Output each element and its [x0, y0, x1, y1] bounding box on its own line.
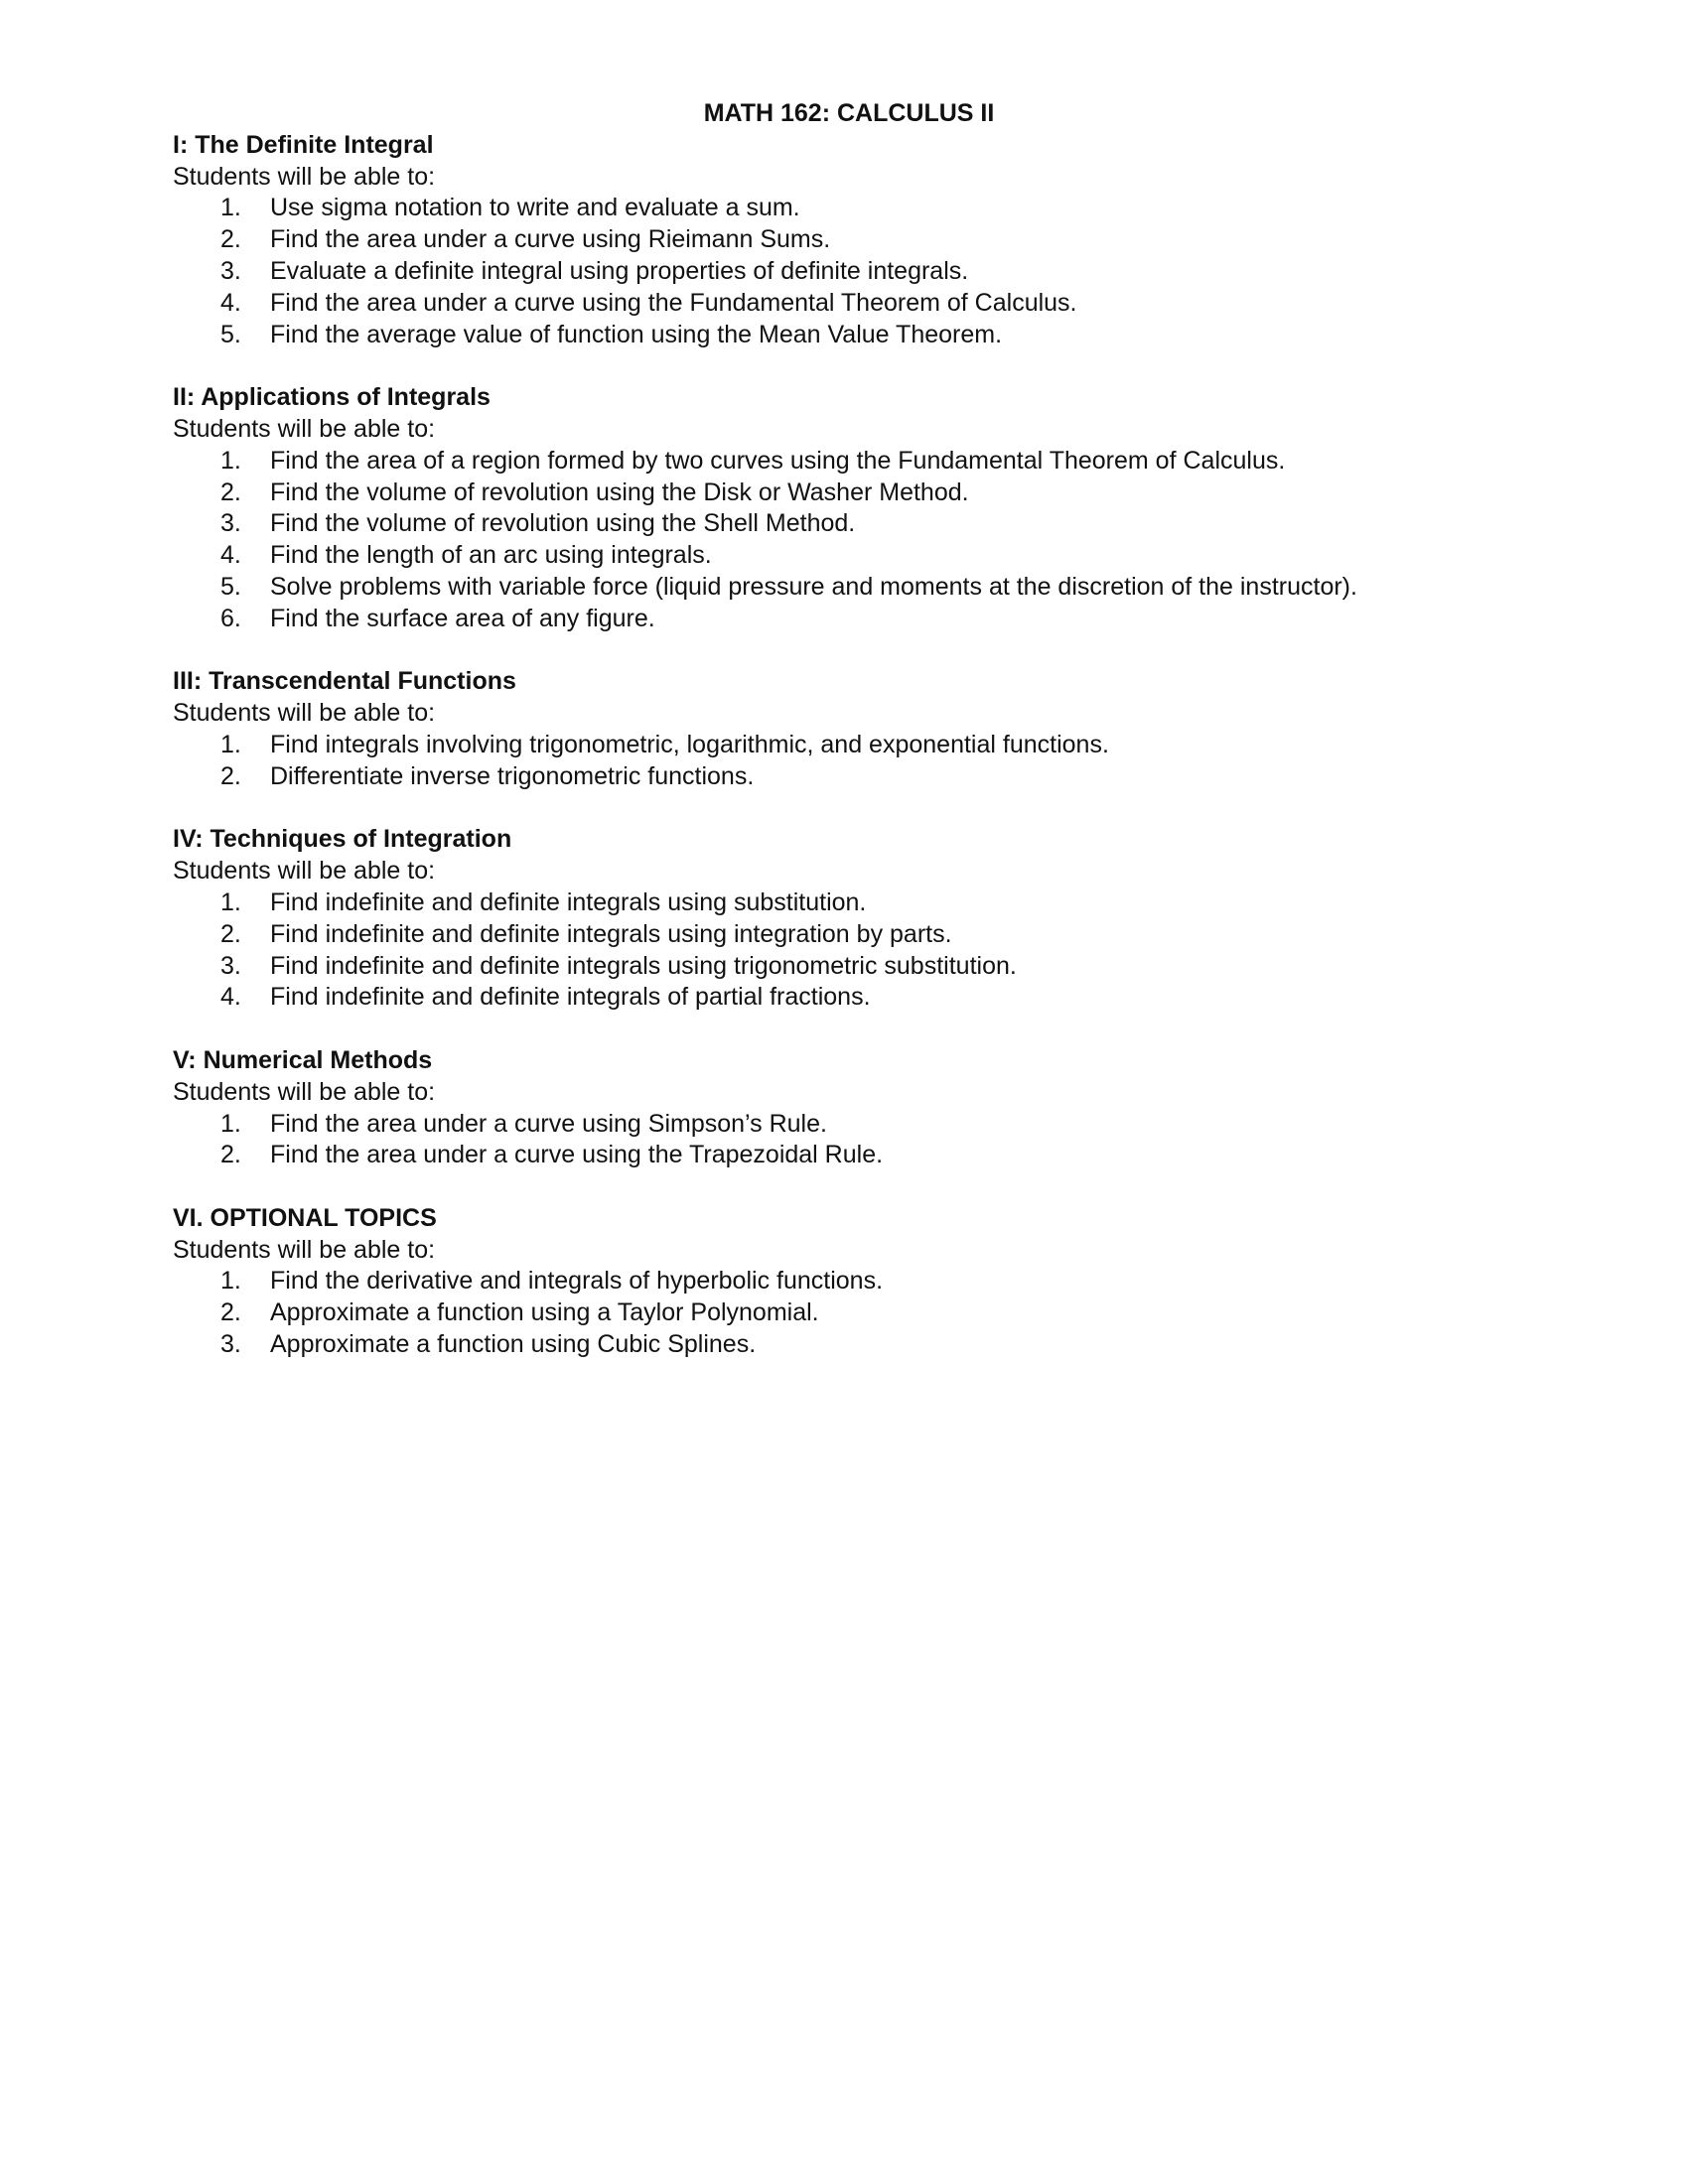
section-heading: V: Numerical Methods: [173, 1045, 433, 1074]
item-text: Find the length of an arc using integrals.: [270, 541, 712, 570]
item-text: Find indefinite and definite integrals using trigonometric substitution.: [270, 951, 1017, 980]
list-item: [173, 919, 1563, 951]
item-text: Use sigma notation to write and evaluate a sum.: [270, 194, 800, 222]
section-intro: Students will be able to:: [173, 1077, 436, 1106]
list-item: [173, 288, 1563, 320]
list-item: [173, 730, 1563, 761]
item-number: 1.: [220, 1267, 241, 1296]
list-item: [173, 193, 1563, 224]
item-text: Approximate a function using Cubic Splines.: [270, 1330, 757, 1359]
document-title: [0, 98, 1400, 130]
list-item: [173, 1329, 1563, 1361]
item-text: Find indefinite and definite integrals using substitution.: [270, 887, 867, 916]
item-number: 2.: [220, 1298, 241, 1327]
item-text: Find the average value of function using the Mean Value Theorem.: [270, 320, 1003, 348]
section-heading: VI. OPTIONAL TOPICS: [173, 1203, 437, 1232]
item-text: Find the surface area of any figure.: [270, 604, 655, 632]
list-item: [173, 540, 1563, 572]
section-heading: II: Applications of Integrals: [173, 383, 491, 412]
section: [173, 130, 1563, 351]
item-number: 1.: [220, 887, 241, 916]
item-number: 2.: [220, 919, 241, 948]
list-item: [173, 1140, 1563, 1171]
item-text: Find the area under a curve using the Trapezoidal Rule.: [270, 1141, 884, 1169]
item-number: 6.: [220, 604, 241, 632]
list-item: [173, 604, 1563, 635]
section-intro: Students will be able to:: [173, 162, 436, 191]
section: [173, 666, 1563, 792]
item-text: Find the area under a curve using Rieimann Sums.: [270, 225, 831, 254]
item-text: Solve problems with variable force (liquid pressure and moments at the discretion of the instructor).: [270, 572, 1357, 601]
section-intro: Students will be able to:: [173, 857, 436, 886]
item-number: 2.: [220, 225, 241, 254]
item-text: Find the area under a curve using the Fundamental Theorem of Calculus.: [270, 288, 1077, 317]
item-number: 4.: [220, 983, 241, 1012]
list-item: [173, 1109, 1563, 1141]
list-item: [173, 887, 1563, 919]
item-number: 3.: [220, 1330, 241, 1359]
item-text: Approximate a function using a Taylor Polynomial.: [270, 1298, 819, 1327]
section-heading: IV: Techniques of Integration: [173, 825, 512, 854]
item-text: Find the area of a region formed by two curves using the Fundamental Theorem of Calculus.: [270, 446, 1286, 475]
section: [173, 824, 1563, 1014]
list-item: [173, 1266, 1563, 1297]
document-page: [173, 98, 1563, 1393]
item-number: 2.: [220, 478, 241, 506]
item-number: 4.: [220, 288, 241, 317]
list-item: [173, 951, 1563, 983]
list-item: [173, 446, 1563, 478]
section-heading: III: Transcendental Functions: [173, 667, 516, 696]
list-item: [173, 256, 1563, 288]
section: [173, 1045, 1563, 1171]
list-item: [173, 224, 1563, 256]
list-item: [173, 320, 1563, 351]
item-text: Find indefinite and definite integrals of partial fractions.: [270, 983, 871, 1012]
section-intro: Students will be able to:: [173, 699, 436, 728]
item-number: 3.: [220, 509, 241, 538]
list-item: [173, 761, 1563, 793]
title-text: MATH 162: CALCULUS II: [703, 99, 995, 127]
section: [173, 1203, 1563, 1361]
list-item: [173, 982, 1563, 1014]
item-text: Differentiate inverse trigonometric functions.: [270, 761, 755, 790]
item-number: 3.: [220, 256, 241, 285]
item-text: Find the derivative and integrals of hyperbolic functions.: [270, 1267, 884, 1296]
list-item: [173, 1297, 1563, 1329]
section-intro: Students will be able to:: [173, 1235, 436, 1264]
sections: [173, 130, 1563, 1361]
item-number: 1.: [220, 730, 241, 758]
list-item: [173, 572, 1563, 604]
item-text: Find integrals involving trigonometric, logarithmic, and exponential functions.: [270, 730, 1109, 758]
item-number: 1.: [220, 194, 241, 222]
item-text: Find the volume of revolution using the Disk or Washer Method.: [270, 478, 969, 506]
section-heading: I: The Definite Integral: [173, 130, 434, 159]
item-number: 5.: [220, 320, 241, 348]
item-number: 5.: [220, 572, 241, 601]
list-item: [173, 478, 1563, 509]
item-number: 2.: [220, 761, 241, 790]
item-text: Find the volume of revolution using the Shell Method.: [270, 509, 856, 538]
section: [173, 382, 1563, 634]
item-number: 3.: [220, 951, 241, 980]
item-number: 4.: [220, 541, 241, 570]
item-text: Find the area under a curve using Simpson’s Rule.: [270, 1109, 827, 1138]
section-intro: Students will be able to:: [173, 414, 436, 443]
list-item: [173, 508, 1563, 540]
item-text: Evaluate a definite integral using properties of definite integrals.: [270, 256, 969, 285]
item-number: 1.: [220, 446, 241, 475]
item-number: 2.: [220, 1141, 241, 1169]
item-text: Find indefinite and definite integrals using integration by parts.: [270, 919, 952, 948]
item-number: 1.: [220, 1109, 241, 1138]
